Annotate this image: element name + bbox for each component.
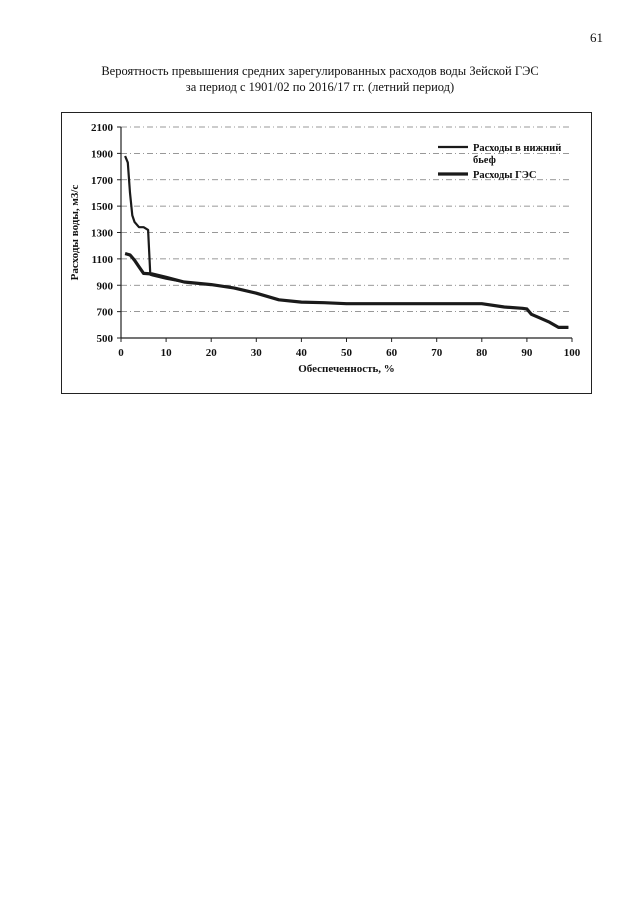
y-tick-label: 900: [96, 280, 113, 293]
y-tick-label: 1900: [91, 148, 113, 161]
y-tick-label: 2100: [91, 122, 113, 134]
x-tick-label: 20: [205, 347, 217, 359]
legend-label-2: Расходы ГЭС: [473, 170, 537, 181]
y-tick-label: 1700: [91, 174, 113, 187]
x-tick-label: 70: [431, 347, 443, 359]
tick-labels: [91, 122, 581, 359]
axes: [117, 127, 572, 342]
x-tick-label: 10: [160, 347, 172, 359]
y-tick-label: 700: [96, 306, 113, 319]
y-tick-label: 1300: [91, 227, 113, 240]
x-tick-label: 60: [386, 347, 398, 359]
x-tick-label: 40: [295, 347, 307, 359]
x-tick-label: 50: [341, 347, 352, 359]
legend-label-1: бьеф: [473, 155, 496, 166]
chart-title-line-2: за период с 1901/02 по 2016/17 гг. (летний период): [185, 80, 455, 94]
x-tick-label: 100: [563, 347, 581, 359]
x-axis-title: Обеспеченность, %: [298, 363, 395, 375]
y-tick-label: 1500: [91, 201, 113, 214]
legend-label-1: Расходы в нижний: [473, 143, 562, 154]
x-tick-label: 30: [250, 347, 262, 359]
legend: [438, 143, 561, 181]
y-axis-title: Расходы воды, м3/с: [69, 184, 81, 281]
page-number: 61: [590, 30, 603, 45]
series-lines: [125, 156, 568, 327]
chart-title-line-1: Вероятность превышения средних зарегулированных расходов воды Зейской ГЭС: [101, 64, 539, 78]
x-tick-label: 0: [118, 347, 124, 359]
series-line-1: [125, 156, 568, 327]
y-tick-label: 500: [96, 333, 113, 345]
y-tick-label: 1100: [91, 253, 113, 266]
x-tick-label: 90: [521, 347, 533, 359]
series-line-2: [125, 254, 568, 328]
x-tick-label: 80: [476, 347, 488, 359]
